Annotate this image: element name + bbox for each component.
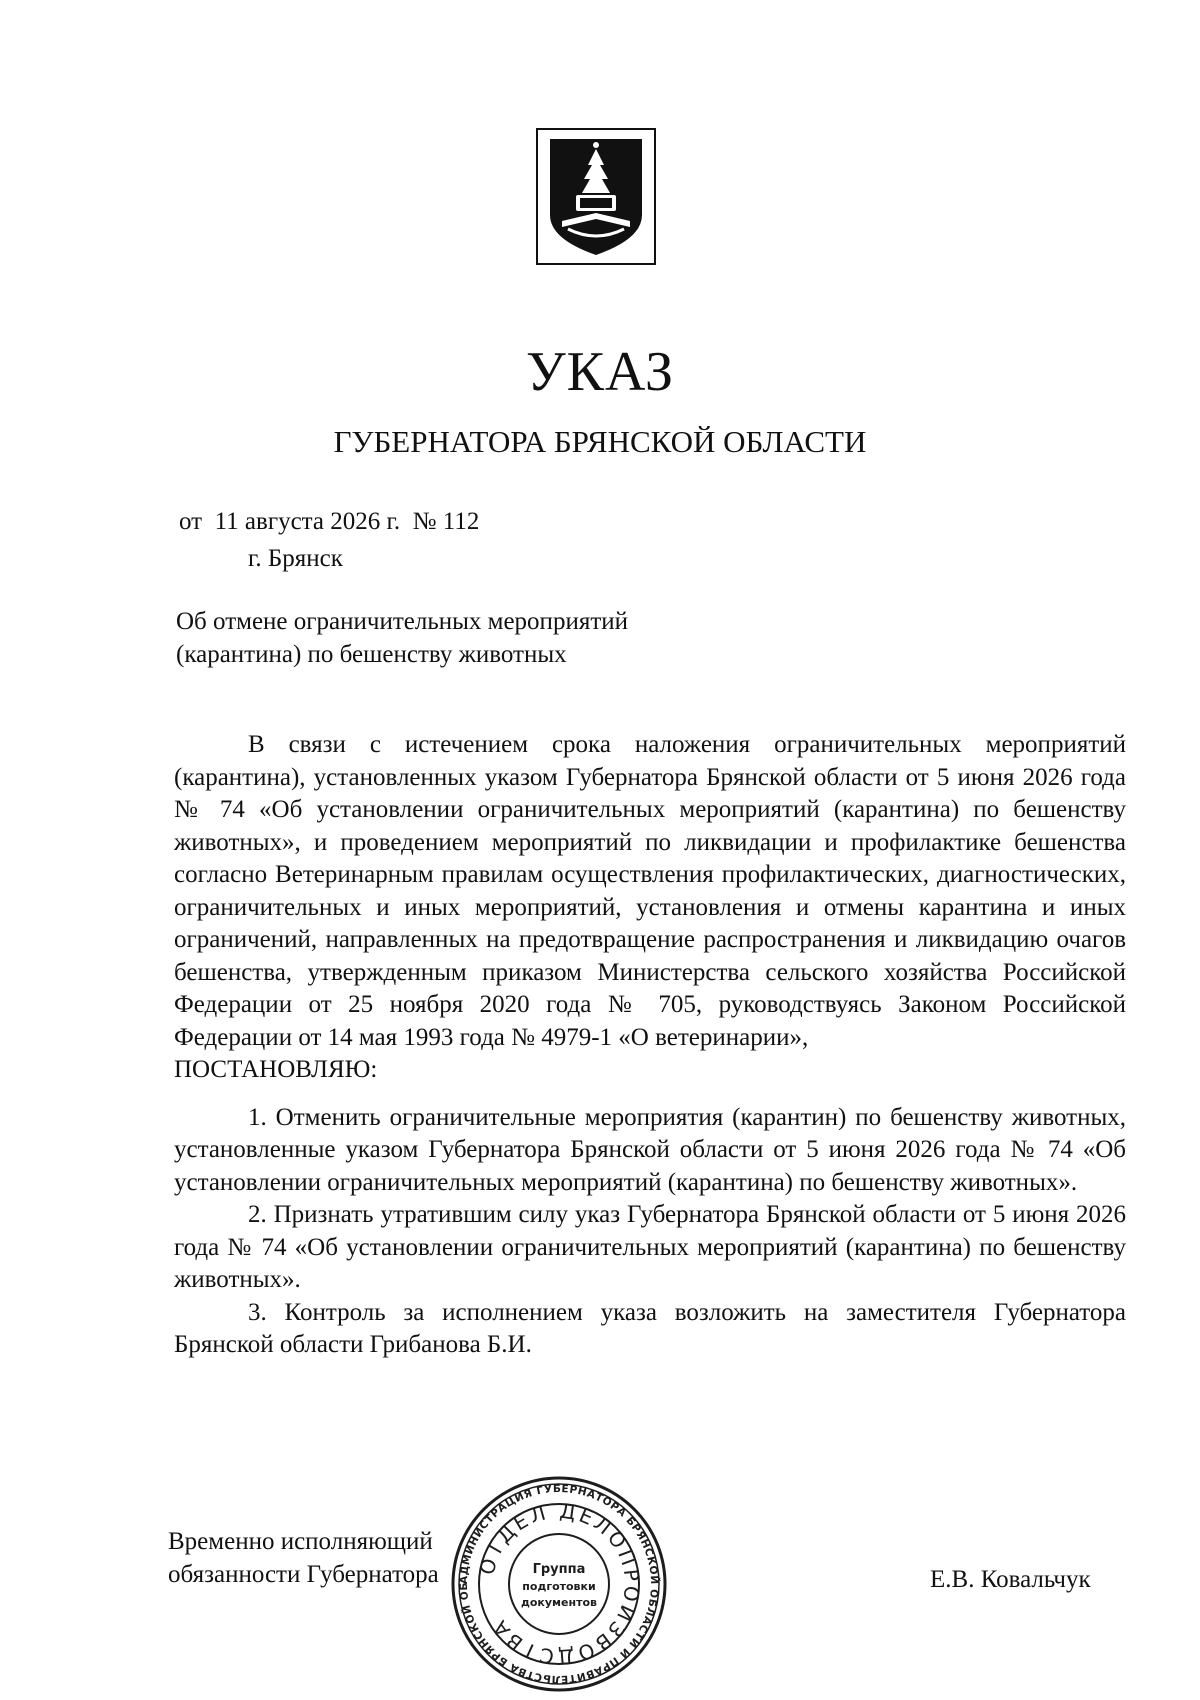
coat-of-arms-shield [546, 135, 646, 259]
official-stamp-icon [448, 1473, 670, 1695]
subject-line-2: (карантина) по бешенству животных [176, 641, 567, 668]
signatory-position-line-1: Временно исполняющий [168, 1528, 433, 1555]
item-2-paragraph: 2. Признать утратившим силу указ Губернатора Брянской области от 5 июня 2026 года № 74 «Об установлении ограничительных мероприятий (карантина) по бешенству животных». [174, 1201, 1126, 1293]
stamp-center-line-3: документов [520, 1596, 598, 1609]
item-3-paragraph: 3. Контроль за исполнением указа возложить на заместителя Губернатора Брянской области Грибанова Б.И. [174, 1298, 1126, 1358]
document-title: УКАЗ [525, 341, 675, 403]
document-subtitle: ГУБЕРНАТОРА БРЯНСКОЙ ОБЛАСТИ [333, 424, 867, 459]
subject-line-1: Об отмене ограничительных мероприятий [176, 608, 629, 635]
document-date-number: от 11 августа 2026 г. № 112 [179, 508, 480, 535]
document-body [174, 729, 1126, 1362]
document-subject [176, 605, 736, 671]
coat-of-arms-icon [536, 128, 656, 265]
stamp-seal [448, 1473, 670, 1695]
stamp-center-line-2: подготовки [522, 1580, 596, 1593]
stamp-middle-text: ОТДЕЛ ДЕЛОПРОИЗВОДСТВА [474, 1498, 645, 1670]
stamp-center-line-1: Группа [532, 1562, 586, 1577]
signatory-name: Е.В. Ковальчук [930, 1566, 1091, 1593]
decree-word: ПОСТАНОВЛЯЮ: [174, 1056, 378, 1083]
item-1-paragraph: 1. Отменить ограничительные мероприятия (карантин) по бешенству животных, установленные указом Губернатора Брянской области от 5 июня 2026 года № 74 «Об установлении ограничительных мероприятий (карантина) по бешенству животных». [174, 1103, 1126, 1196]
signatory-position-line-2: обязанности Губернатора [168, 1561, 439, 1588]
document-city: г. Брянск [248, 545, 343, 572]
signatory-position [168, 1525, 439, 1591]
stamp-outer-text: АДМИНИСТРАЦИЯ ГУБЕРНАТОРА БРЯНСКОЙ ОБЛАСТИ И ПРАВИТЕЛЬСТВА БРЯНСКОЙ ОБ [457, 1482, 661, 1686]
preamble-paragraph: В связи с истечением срока наложения ограничительных мероприятий (карантина), установленных указом Губернатора Брянской области от 5 июня 2026 года № 74 «Об установлении ограничительных мероприятий (карантина) по бешенству животных», и проведением мероприятий по ликвидации и профилактике бешенства согласно Ветеринарным правилам осуществления профилактических, диагностических, ограничительных и иных мероприятий, установления и отмены карантина и иных ограничений, направленных на предотвращение распространения и ликвидацию очагов бешенства, утвержденным приказом Министерства сельского хозяйства Российской Федерации от 25 ноября 2020 года № 705, руководствуясь Законом Российской Федерации от 14 мая 1993 года № 4979-1 «О ветеринарии», [174, 731, 1126, 1051]
